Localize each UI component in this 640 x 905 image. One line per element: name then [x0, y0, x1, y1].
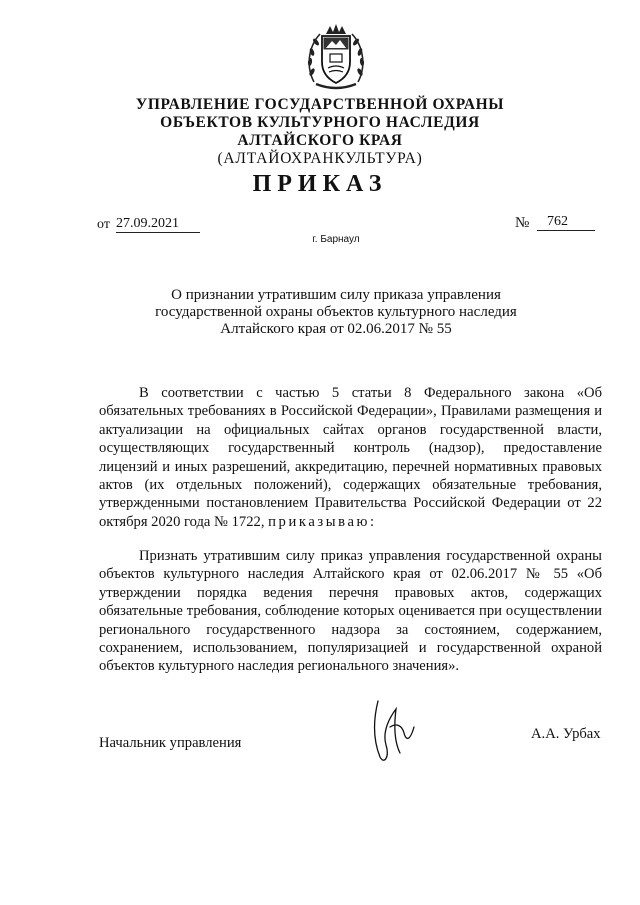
subject-line-3: Алтайского края от 02.06.2017 № 55 [220, 321, 452, 337]
preamble-text: В соответствии с частью 5 статьи 8 Федерального закона «Об обязательных требованиях в Российской Федерации», Правилами размещения и актуализации на официальных сайтах органов государственной власти, осуществляющих государственный контроль (надзор), предоставление лицензий и иных разрешений, аккредитацию, перечней нормативных правовых актов (их отдельных положений), содержащих обязательные требования, утвержденными постановлением Правительства Российской Федерации от 22 октября 2020 года № 1722, [99, 385, 602, 530]
order-subject [120, 287, 552, 338]
number-sign: № [515, 215, 530, 231]
order-word: приказываю: [268, 513, 377, 530]
org-name-line-2: ОБЪЕКТОВ КУЛЬТУРНОГО НАСЛЕДИЯ [160, 114, 480, 131]
signature-icon [360, 697, 420, 769]
city-label: г. Барнаул [312, 234, 360, 245]
date-prefix: от [97, 217, 110, 232]
body-paragraph-2: Признать утратившим силу приказ управления государственной охраны объектов культурного наследия Алтайского края от 02.06.2017 № 55 «Об утверждении порядка ведения перечня правовых актов, содержащих обязательные требования, соблюдение которых оценивается при осуществлении регионального государственного надзора за состоянием, содержанием, сохранением, использованием, популяризацией и государственной охраной объектов культурного наследия регионального значения». [99, 548, 602, 675]
signer-position: Начальник управления [99, 735, 242, 751]
coat-of-arms-icon [304, 22, 368, 92]
org-short-name: (АЛТАЙОХРАНКУЛЬТУРА) [217, 150, 423, 167]
org-name-line-3: АЛТАЙСКОГО КРАЯ [237, 132, 403, 149]
body-paragraph-1 [99, 384, 602, 531]
subject-line-2: государственной охраны объектов культурного наследия [155, 304, 517, 320]
order-number: 762 [537, 213, 595, 231]
order-date: 27.09.2021 [116, 215, 200, 233]
order-title: ПРИКАЗ [252, 171, 388, 197]
subject-line-1: О признании утратившим силу приказа управления [171, 287, 501, 303]
org-name-line-1: УПРАВЛЕНИЕ ГОСУДАРСТВЕННОЙ ОХРАНЫ [135, 96, 505, 113]
signer-name: А.А. Урбах [531, 726, 601, 742]
